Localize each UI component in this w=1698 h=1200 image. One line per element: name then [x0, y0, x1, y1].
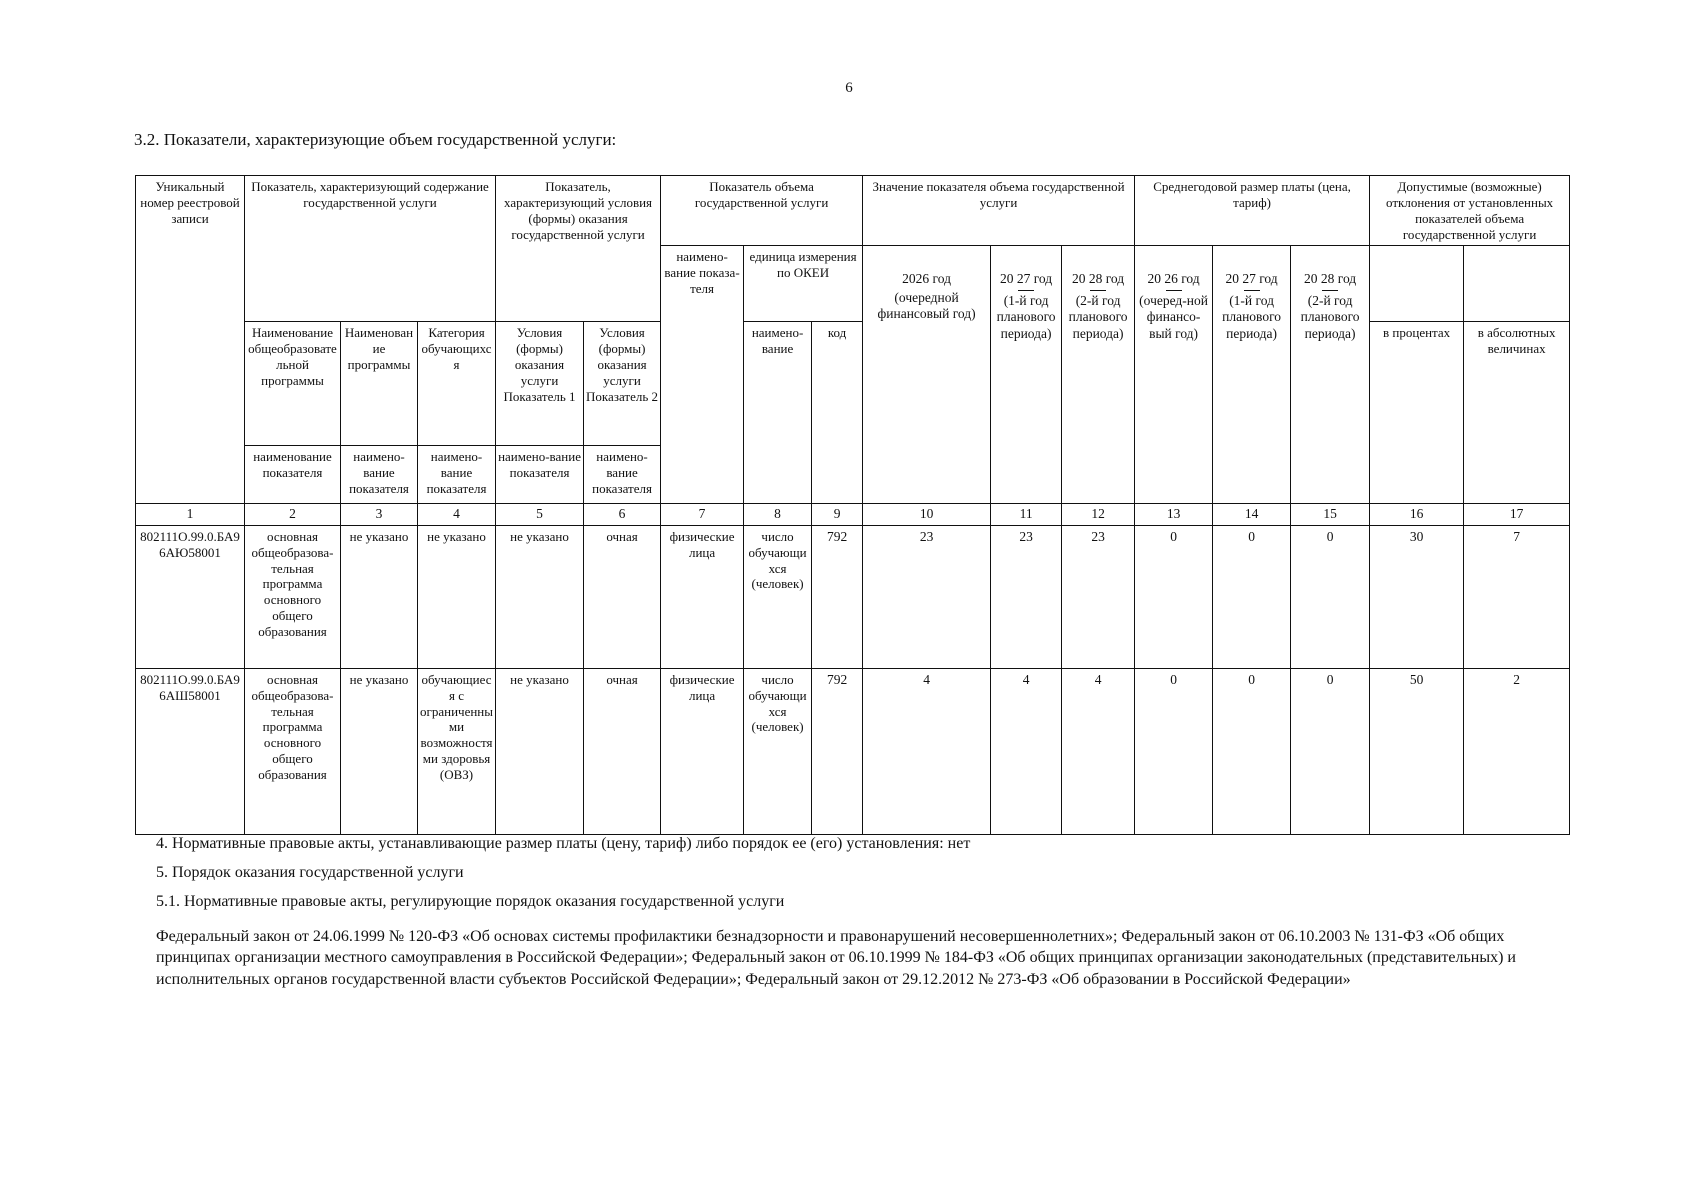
- column-number: 8: [744, 504, 812, 525]
- volume-indicators-table: [135, 175, 1570, 835]
- cell-program: основная общеобразова-тельная программа основного общего образования: [245, 525, 341, 668]
- column-numbers-row: [136, 504, 1570, 525]
- column-number: 3: [341, 504, 418, 525]
- header-unit-code: код: [812, 322, 863, 504]
- cell-program: основная общеобразова-тельная программа основного общего образования: [245, 668, 341, 834]
- cell-value-2026: 23: [863, 525, 991, 668]
- cell-category: обучающиеся с ограниченными возможностями здоровья (ОВЗ): [418, 668, 496, 834]
- column-number: 15: [1291, 504, 1370, 525]
- cell-value-2028: 4: [1062, 668, 1135, 834]
- header-year-2026-label: 2026 год: [902, 271, 951, 287]
- column-number: 13: [1135, 504, 1213, 525]
- header-absolute: в абсолютных величинах: [1464, 322, 1570, 504]
- cell-unit-code: 792: [812, 668, 863, 834]
- subheader-3: наимено-вание показателя: [341, 446, 418, 504]
- header-content-group: Показатель, характеризующий содержание государственной услуги: [245, 176, 496, 322]
- cell-condition-1: не указано: [496, 668, 584, 834]
- underline: [1244, 290, 1260, 291]
- cell-deviation-percent: 50: [1370, 668, 1464, 834]
- header-conditions-group: Показатель, характеризующий условия (формы) оказания государственной услуги: [496, 176, 661, 322]
- cell-indicator: физические лица: [661, 668, 744, 834]
- header-fee-group: Среднегодовой размер платы (цена, тариф): [1135, 176, 1370, 246]
- header-unique-number: Уникальный номер реестровой записи: [136, 176, 245, 504]
- table-row: [136, 668, 1570, 834]
- header-fee-2026-label: 20 26 год: [1147, 271, 1200, 287]
- column-number: 9: [812, 504, 863, 525]
- cell-value-2027: 23: [991, 525, 1062, 668]
- notes-section: [156, 833, 1576, 998]
- note-item-4: 4. Нормативные правовые акты, устанавливающие размер платы (цену, тариф) либо порядок ее (его) установления: нет: [156, 835, 971, 852]
- table-row: [136, 525, 1570, 668]
- header-value-group: Значение показателя объема государственной услуги: [863, 176, 1135, 246]
- cell-fee-2028: 0: [1291, 668, 1370, 834]
- underline: [1018, 290, 1034, 291]
- cell-indicator: физические лица: [661, 525, 744, 668]
- column-number: 16: [1370, 504, 1464, 525]
- column-number: 4: [418, 504, 496, 525]
- cell-category: не указано: [418, 525, 496, 668]
- header-deviation-spacer-left: [1370, 246, 1464, 322]
- cell-program-name: не указано: [341, 668, 418, 834]
- header-indicator-name: наимено-вание показа-теля: [661, 246, 744, 504]
- cell-fee-2027: 0: [1213, 525, 1291, 668]
- cell-condition-2: очная: [584, 668, 661, 834]
- header-fee-2026-note: (очеред-ной финансо-вый год): [1139, 292, 1208, 341]
- header-unit-name: наимено-вание: [744, 322, 812, 504]
- subheader-4: наимено-вание показателя: [418, 446, 496, 504]
- cell-condition-1: не указано: [496, 525, 584, 668]
- cell-unique-number: 802111О.99.0.БА96АЮ58001: [136, 525, 245, 668]
- header-deviation-group: Допустимые (возможные) отклонения от установленных показателей объема государственной услуги: [1370, 176, 1570, 246]
- cell-condition-2: очная: [584, 525, 661, 668]
- page-number: 6: [845, 80, 853, 96]
- column-number: 12: [1062, 504, 1135, 525]
- header-year-2027: [991, 246, 1062, 504]
- header-fee-2028: [1291, 246, 1370, 504]
- cell-fee-2027: 0: [1213, 668, 1291, 834]
- column-number: 7: [661, 504, 744, 525]
- header-row-1: [136, 176, 1570, 246]
- cell-deviation-absolute: 2: [1464, 668, 1570, 834]
- header-fee-2027: [1213, 246, 1291, 504]
- header-year-2028: [1062, 246, 1135, 504]
- underline: [1166, 290, 1182, 291]
- cell-fee-2026: 0: [1135, 668, 1213, 834]
- header-program: Наименование общеобразовательной программы: [245, 322, 341, 446]
- cell-unique-number: 802111О.99.0.БА96АШ58001: [136, 668, 245, 834]
- header-year-2026-note: (очередной финансовый год): [877, 289, 976, 322]
- cell-unit-name: число обучающихся (человек): [744, 668, 812, 834]
- header-year-2027-label: 20 27 год: [999, 271, 1053, 287]
- subheader-2: наименование показателя: [245, 446, 341, 504]
- column-number: 17: [1464, 504, 1570, 525]
- header-fee-2027-note: (1-й год планового периода): [1222, 292, 1282, 341]
- cell-deviation-percent: 30: [1370, 525, 1464, 668]
- cell-value-2026: 4: [863, 668, 991, 834]
- note-laws: Федеральный закон от 24.06.1999 № 120-ФЗ «Об основах системы профилактики безнадзорности и правонарушений несовершеннолетних»; Федеральный закон от 06.10.2003 № 131-ФЗ «Об общих принципах организации местного самоуправления в Российской Федерации»; Федеральный закон от 06.10.1999 № 184-ФЗ «Об общих принципах организации законодательных (представительных) и исполнительных органов государственной власти субъектов Российской Федерации»; Федеральный закон от 29.12.2012 № 273-ФЗ «Об образовании в Российской Федерации»: [156, 928, 1516, 988]
- header-fee-2028-note: (2-й год планового периода): [1300, 292, 1360, 341]
- cell-unit-code: 792: [812, 525, 863, 668]
- note-item-5: 5. Порядок оказания государственной услуги: [156, 864, 464, 882]
- header-condition-2: Условия (формы) оказания услуги Показатель 2: [584, 322, 661, 446]
- header-fee-2028-label: 20 28 год: [1304, 271, 1357, 287]
- cell-value-2028: 23: [1062, 525, 1135, 668]
- cell-fee-2026: 0: [1135, 525, 1213, 668]
- header-volume-group: Показатель объема государственной услуги: [661, 176, 863, 246]
- header-unit-okei: единица измерения по ОКЕИ: [744, 246, 863, 322]
- underline: [1322, 290, 1338, 291]
- note-item-5-1: 5.1. Нормативные правовые акты, регулирующие порядок оказания государственной услуги: [156, 893, 785, 911]
- column-number: 10: [863, 504, 991, 525]
- column-number: 5: [496, 504, 584, 525]
- header-category: Категория обучающихся: [418, 322, 496, 446]
- section-title: 3.2. Показатели, характеризующие объем государственной услуги:: [134, 130, 617, 149]
- header-fee-2026: [1135, 246, 1213, 504]
- cell-program-name: не указано: [341, 525, 418, 668]
- header-year-2027-note: (1-й год планового периода): [996, 292, 1056, 341]
- cell-deviation-absolute: 7: [1464, 525, 1570, 668]
- subheader-6: наимено-вание показателя: [584, 446, 661, 504]
- cell-unit-name: число обучающихся (человек): [744, 525, 812, 668]
- header-condition-1: Условия (формы) оказания услуги Показатель 1: [496, 322, 584, 446]
- header-year-2028-label: 20 28 год: [1071, 271, 1125, 287]
- header-fee-2027-label: 20 27 год: [1225, 271, 1278, 287]
- column-number: 14: [1213, 504, 1291, 525]
- header-year-2026: [863, 246, 991, 504]
- header-deviation-spacer-right: [1464, 246, 1570, 322]
- header-percent: в процентах: [1370, 322, 1464, 504]
- header-year-2028-note: (2-й год планового периода): [1068, 292, 1128, 341]
- header-program-name: Наименование программы: [341, 322, 418, 446]
- column-number: 1: [136, 504, 245, 525]
- subheader-5: наимено-вание показателя: [496, 446, 584, 504]
- column-number: 6: [584, 504, 661, 525]
- underline: [1090, 290, 1106, 291]
- column-number: 2: [245, 504, 341, 525]
- cell-fee-2028: 0: [1291, 525, 1370, 668]
- column-number: 11: [991, 504, 1062, 525]
- cell-value-2027: 4: [991, 668, 1062, 834]
